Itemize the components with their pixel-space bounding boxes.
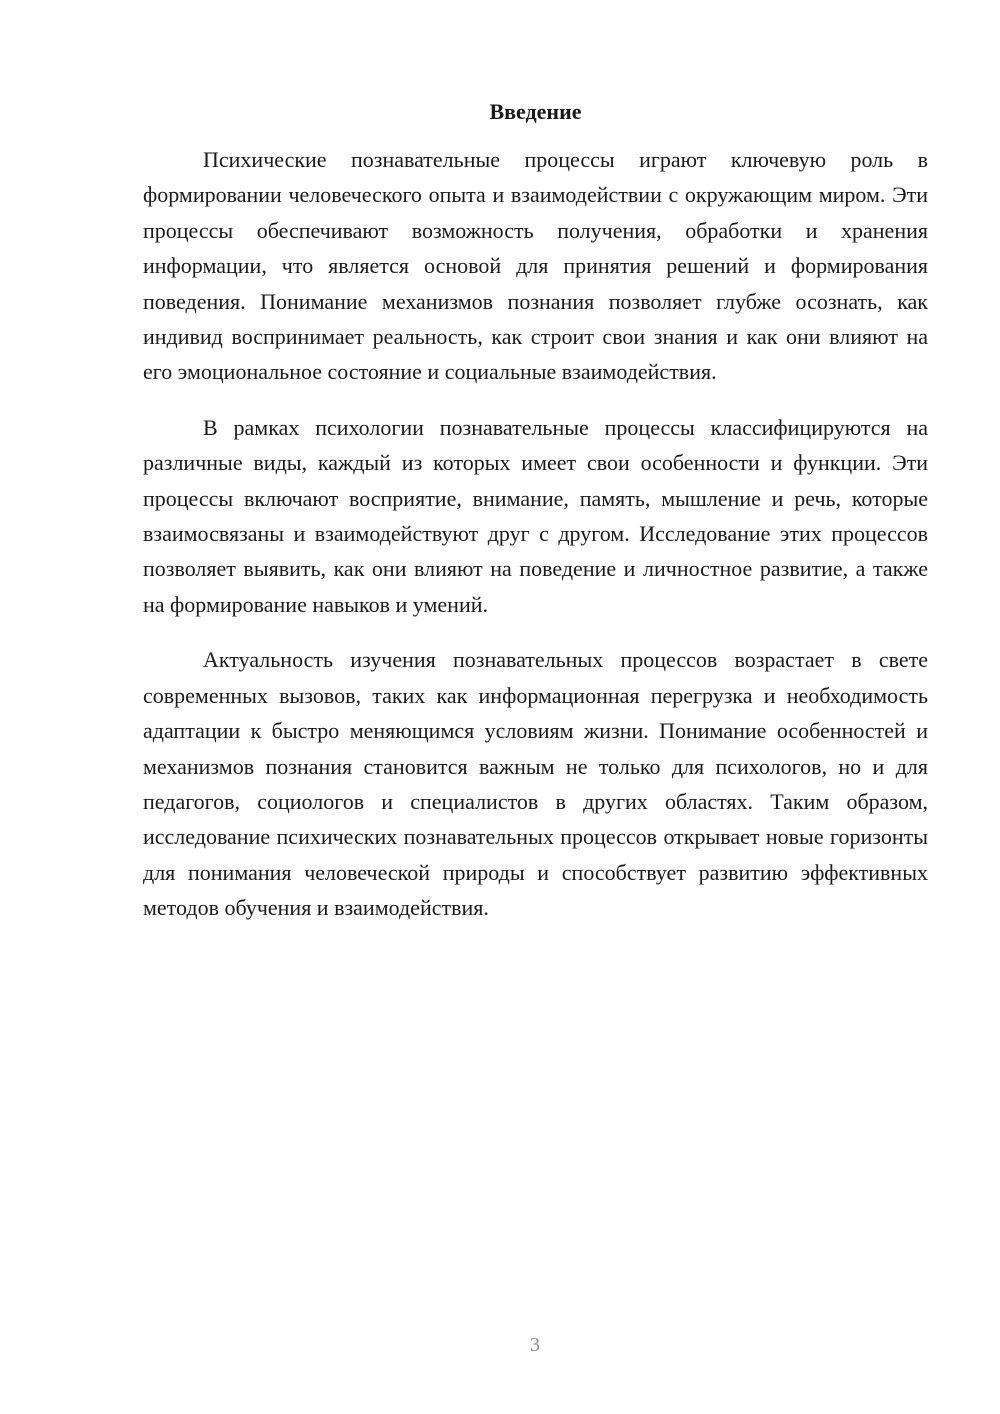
page-number: 3 — [530, 1334, 540, 1356]
section-heading: Введение — [489, 99, 582, 124]
paragraph-1: Психические познавательные процессы играют ключевую роль в формировании человеческого опыта и взаимодействии с окружающим миром. Эти процессы обеспечивают возможность получения, обработки и хранения информации, что является основой для принятия решений и формирования поведения. Понимание механизмов познания позволяет глубже осознать, как индивид воспринимает реальность, как строит свои знания и как они влияют на его эмоциональное состояние и социальные взаимодействия. — [143, 147, 928, 385]
paragraph-2: В рамках психологии познавательные процессы классифицируются на различные виды, каждый из которых имеет свои особенности и функции. Эти процессы включают восприятие, внимание, память, мышление и речь, которые взаимосвязаны и взаимодействуют друг с другом. Исследование этих процессов позволяет выявить, как они влияют на поведение и личностное развитие, а также на формирование навыков и умений. — [143, 414, 928, 617]
paragraph-3: Актуальность изучения познавательных процессов возрастает в свете современных вызовов, таких как информационная перегрузка и необходимость адаптации к быстро меняющимся условиям жизни. Понимание особенностей и механизмов познания становится важным не только для психологов, но и для педагогов, социологов и специалистов в других областях. Таким образом, исследование психических познавательных процессов открывает новые горизонты для понимания человеческой природы и способствует развитию эффективных методов обучения и взаимодействия. — [143, 647, 928, 921]
body-text — [143, 142, 928, 946]
